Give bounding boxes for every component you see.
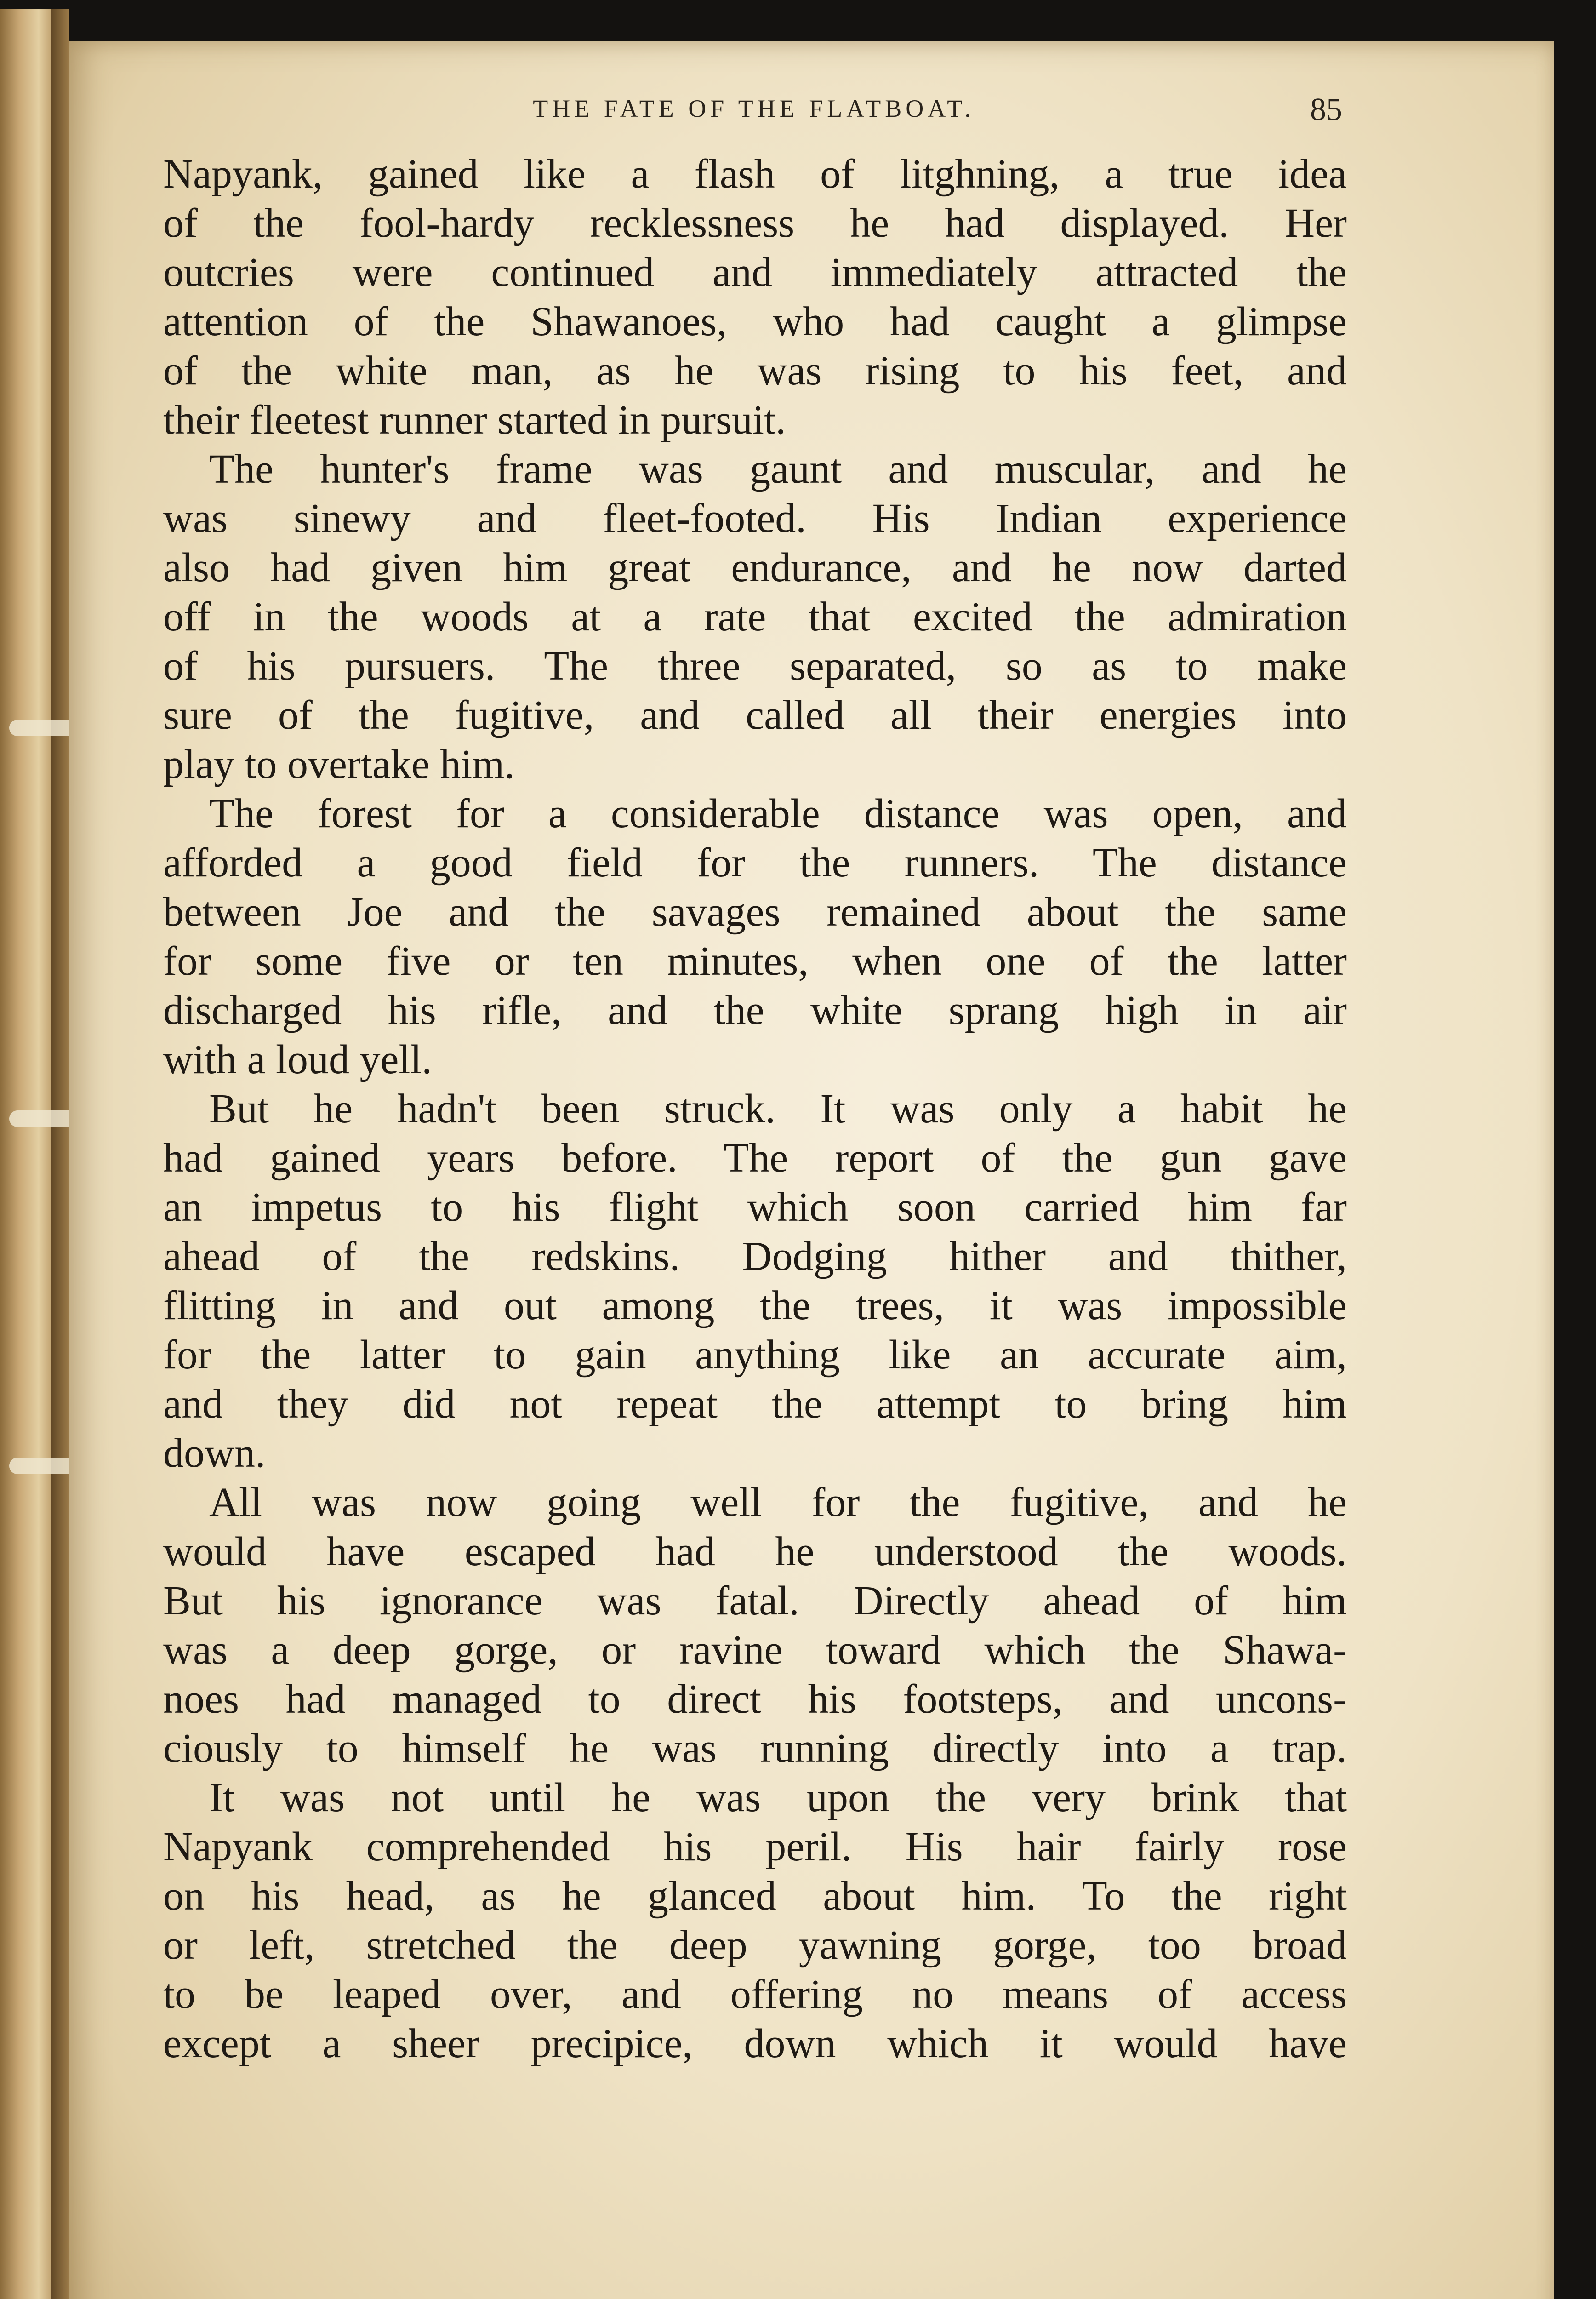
text-line: also had given him great endurance, and he now darted	[163, 545, 1347, 590]
text-line: All was now going well for the fugitive, and he	[209, 1480, 1347, 1525]
text-line: noes had managed to direct his footsteps, and uncons-	[163, 1676, 1347, 1722]
running-head	[165, 94, 1342, 140]
text-line: Napyank, gained like a flash of litghning, a true idea	[163, 151, 1347, 197]
text-line: The forest for a considerable distance was open, and	[209, 791, 1347, 836]
text-line: discharged his rifle, and the white sprang high in air	[163, 988, 1347, 1033]
text-line: outcries were continued and immediately attracted the	[163, 250, 1347, 295]
text-line: off in the woods at a rate that excited the admiration	[163, 594, 1347, 640]
text-line: for some five or ten minutes, when one of the latter	[163, 938, 1347, 984]
text-line: with a loud yell.	[163, 1037, 432, 1082]
text-line: had gained years before. The report of the gun gave	[163, 1135, 1347, 1181]
text-line: attention of the Shawanoes, who had caught a glimpse	[163, 299, 1347, 344]
text-line: flitting in and out among the trees, it was impossible	[163, 1283, 1347, 1328]
text-line: of the white man, as he was rising to his feet, and	[163, 348, 1347, 394]
text-line: was sinewy and fleet-footed. His Indian experience	[163, 496, 1347, 541]
text-line: on his head, as he glanced about him. To the right	[163, 1873, 1347, 1919]
text-line: would have escaped had he understood the woods.	[163, 1529, 1347, 1574]
binding-gutter	[51, 9, 69, 2299]
text-line: play to overtake him.	[163, 742, 515, 787]
running-title: THE FATE OF THE FLATBOAT.	[533, 95, 975, 122]
text-line: of his pursuers. The three separated, so as to make	[163, 643, 1347, 689]
text-line: an impetus to his flight which soon carried him far	[163, 1184, 1347, 1230]
page-number: 85	[1310, 92, 1342, 127]
body-text	[163, 149, 1347, 2068]
facing-page-edge	[0, 9, 55, 2299]
text-line: down.	[163, 1430, 266, 1476]
text-line: or left, stretched the deep yawning gorge, too broad	[163, 1922, 1347, 1968]
text-line: The hunter's frame was gaunt and muscular, and he	[209, 446, 1347, 492]
text-line: ahead of the redskins. Dodging hither and thither,	[163, 1234, 1347, 1279]
text-line: to be leaped over, and offering no means of access	[163, 1972, 1347, 2017]
text-line: their fleetest runner started in pursuit.	[163, 397, 786, 443]
text-line: But he hadn't been struck. It was only a habit he	[209, 1086, 1347, 1132]
text-line: and they did not repeat the attempt to bring him	[163, 1381, 1347, 1427]
text-line: ciously to himself he was running directly into a trap.	[163, 1726, 1347, 1771]
text-line: except a sheer precipice, down which it would have	[163, 2021, 1347, 2066]
text-line: was a deep gorge, or ravine toward which the Shawa-	[163, 1627, 1347, 1673]
text-line: afforded a good field for the runners. The distance	[163, 840, 1347, 886]
text-line: It was not until he was upon the very brink that	[209, 1775, 1347, 1820]
text-line: between Joe and the savages remained about the same	[163, 889, 1347, 935]
text-line: of the fool-hardy recklessness he had displayed. Her	[163, 200, 1347, 246]
text-line: sure of the fugitive, and called all their energies into	[163, 692, 1347, 738]
text-line: for the latter to gain anything like an accurate aim,	[163, 1332, 1347, 1378]
text-line: Napyank comprehended his peril. His hair fairly rose	[163, 1824, 1347, 1870]
text-line: But his ignorance was fatal. Directly ahead of him	[163, 1578, 1347, 1624]
